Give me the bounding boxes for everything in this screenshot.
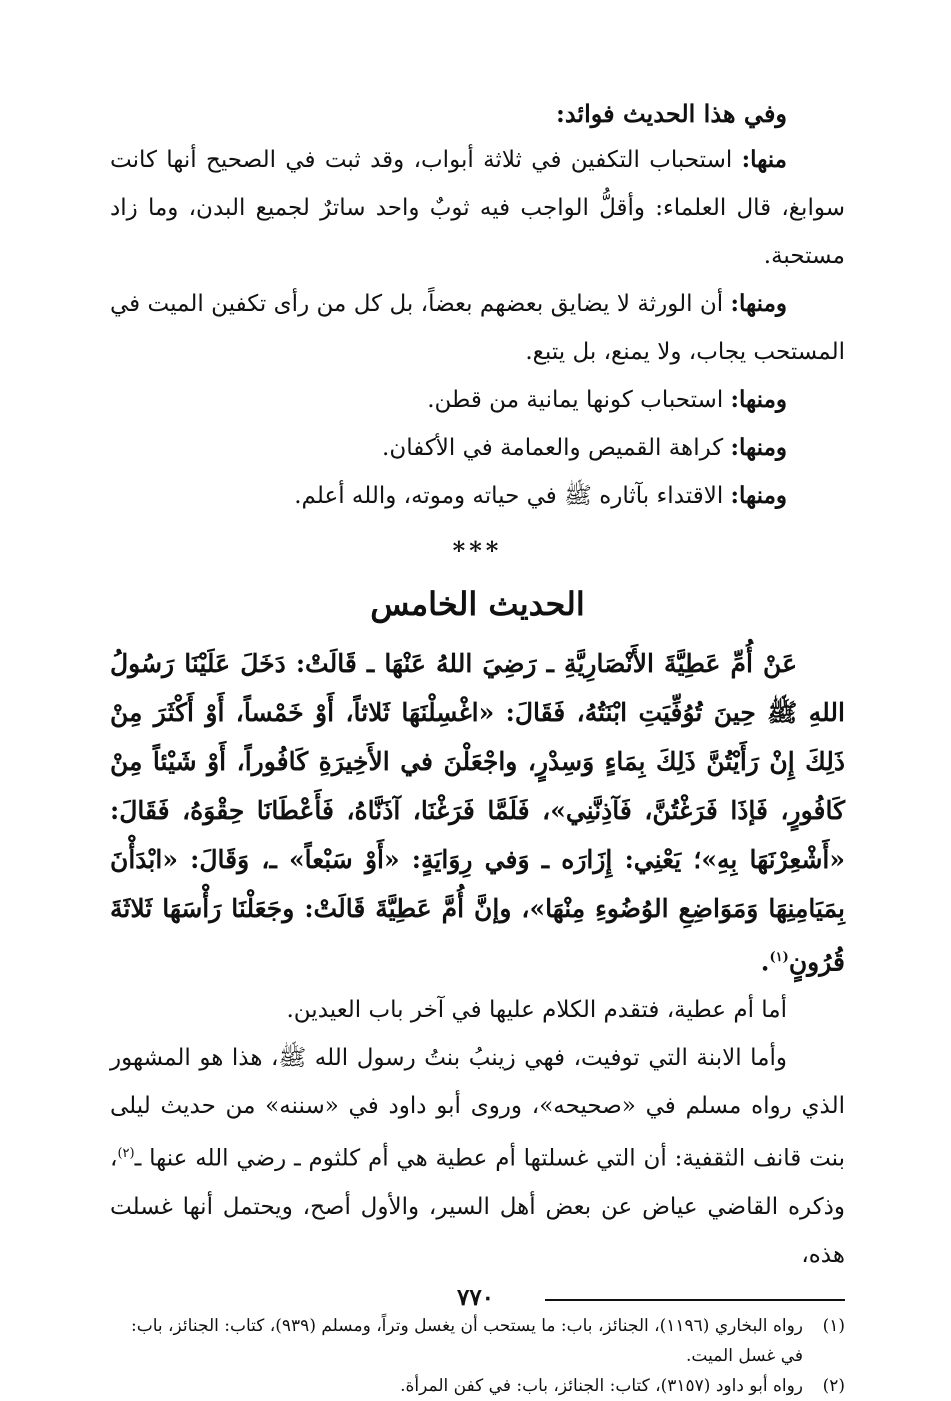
benefit-item bbox=[110, 424, 845, 472]
benefit-label: ومنها: bbox=[730, 386, 787, 413]
commentary-text: وأما الابنة التي توفيت، فهي زينبُ بنتُ رسول الله ﷺ، هذا هو المشهور الذي رواه مسلم في «صحيحه»، وروى أبو داود في «سننه» من حديث ليلى بنت قانف الثقفية: أن التي غسلتها أم عطية هي أم كلثوم ـ رضي الله عنها ـ bbox=[110, 1045, 845, 1172]
footnote-text: رواه البخاري (١١٩٦)، الجنائز، باب: ما يستحب أن يغسل وتراً، ومسلم (٩٣٩)، كتاب: الجنائز، باب: في غسل الميت. bbox=[131, 1315, 803, 1366]
footnote-ref: (١) bbox=[769, 950, 789, 965]
benefits-heading: وفي هذا الحديث فوائد: bbox=[555, 99, 787, 128]
benefit-text: كراهة القميص والعمامة في الأكفان. bbox=[382, 435, 731, 461]
commentary-text: ، وذكره القاضي عياض عن بعض أهل السير، والأول أصح، ويحتمل أنها غسلت هذه، bbox=[110, 1145, 845, 1268]
commentary-paragraph: أما أم عطية، فتقدم الكلام عليها في آخر باب العيدين. bbox=[286, 997, 787, 1024]
benefit-item bbox=[110, 280, 845, 376]
benefit-text: استحباب كونها يمانية من قطن. bbox=[427, 387, 731, 413]
benefit-label: ومنها: bbox=[730, 482, 787, 509]
section-separator: *** bbox=[452, 536, 503, 565]
benefit-label: ومنها: bbox=[730, 290, 787, 317]
footnote-number: (٢) bbox=[822, 1375, 845, 1396]
footnote-ref: (٢) bbox=[117, 1146, 135, 1162]
hadith-text bbox=[110, 639, 845, 986]
footnote bbox=[110, 1311, 845, 1371]
hadith-end: . bbox=[760, 947, 770, 977]
benefit-text: أن الورثة لا يضايق بعضهم بعضاً، بل كل من رأى تكفين الميت في المستحب يجاب، ولا يمنع، بل يتبع. bbox=[110, 291, 845, 365]
hadith-body: عَنْ أُمِّ عَطِيَّةَ الأَنْصَارِيَّةِ ـ رَضِيَ اللهُ عَنْهَا ـ قَالَتْ: دَخَلَ عَلَيْنَا رَسُولُ اللهِ ﷺ حِينَ تُوُفِّيَتِ ابْنَتُهُ، فَقَالَ: «اغْسِلْنَهَا ثَلاثاً، أَوْ خَمْساً، أَوْ أَكْثَرَ مِنْ ذَلِكَ إِنْ رَأَيْتُنَّ ذَلِكَ بِمَاءٍ وَسِدْرٍ، واجْعَلْنَ في الأَخِيرَةِ كَافُوراً، أَوْ شَيْئاً مِنْ كَافُورٍ، فَإذَا فَرَغْتُنَّ، فَآذِنَّنِي»، فَلَمَّا فَرَغْنَا، آذَنَّاهُ، فَأَعْطَانَا حِقْوَهُ، فَقَالَ: «أَشْعِرْنَهَا بِهِ»؛ يَعْنِي: إِزَارَه ـ وَفي رِوَايَةٍ: «أَوْ سَبْعاً» ـ، وَقَالَ: «ابْدَأْنَ بِمَيَامِنِهَا وَمَوَاضِعِ الوُضُوءِ مِنْهَا»، وإنَّ أُمَّ عَطِيَّةَ قَالَتْ: وجَعَلْنَا رَأْسَهَا ثَلاثَةَ قُرُونٍ bbox=[110, 649, 845, 977]
benefit-item bbox=[110, 472, 845, 520]
benefit-item bbox=[110, 376, 845, 424]
page-number: ٧٧٠ bbox=[456, 1284, 495, 1311]
page-body bbox=[110, 92, 845, 1401]
commentary-paragraph bbox=[110, 1034, 845, 1279]
benefit-item bbox=[110, 136, 845, 280]
section-title: الحديث الخامس bbox=[370, 585, 585, 623]
benefit-text: الاقتداء بآثاره ﷺ في حياته وموته، والله أعلم. bbox=[294, 483, 731, 509]
footnote-text: رواه أبو داود (٣١٥٧)، كتاب: الجنائز، باب: في كفن المرأة. bbox=[400, 1375, 803, 1396]
footnote bbox=[110, 1371, 845, 1401]
benefit-label: ومنها: bbox=[730, 434, 787, 461]
benefit-label: منها: bbox=[741, 146, 787, 173]
benefit-text: استحباب التكفين في ثلاثة أبواب، وقد ثبت في الصحيح أنها كانت سوابغ، قال العلماء: وأقلُّ الواجب فيه ثوبٌ واحد ساترٌ لجميع البدن، وما زاد مستحبة. bbox=[110, 147, 845, 269]
footnote-number: (١) bbox=[822, 1315, 845, 1336]
